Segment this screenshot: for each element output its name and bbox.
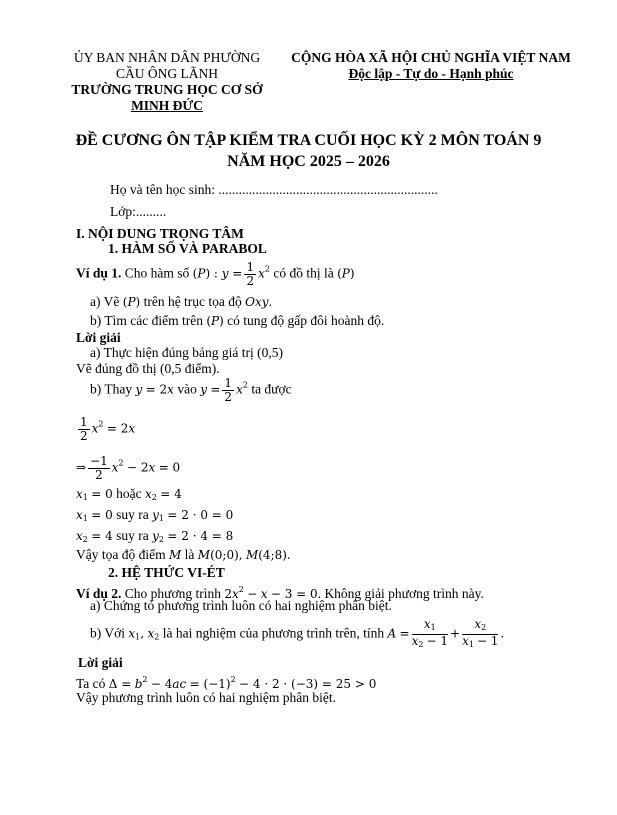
subsection-2-heading: 2. HỆ THỨC VI-ÉT: [108, 565, 225, 580]
equation-line-4: $x_1 = 0$ suy ra $y_1 = 2 \cdot 0 = 0$: [76, 507, 234, 523]
title-line-2: NĂM HỌC 2025 – 2026: [227, 153, 390, 170]
solution-2-line-1: Ta có $\Delta = b^2 - 4ac = (-1)^2 - 4 \cdot 2 \cdot (-3) = 25 > 0$: [76, 675, 377, 691]
subsection-1-heading: 1. HÀM SỐ VÀ PARABOL: [108, 241, 267, 256]
issuer-line-2: CẦU ÔNG LÃNH: [116, 66, 218, 81]
example-1-part-a: a) Vẽ (P) trên hệ trục tọa độ Oxy.: [90, 294, 272, 309]
example-2-label: Ví dụ 2.: [76, 586, 122, 601]
school-line-1: TRƯỜNG TRUNG HỌC CƠ SỞ: [71, 82, 263, 97]
solution-b-intro: b) Thay y = 2x vào y = $\frac{1}{2}$ $x^2$ ta được: [90, 376, 292, 404]
solution-label: Lời giải: [76, 330, 121, 345]
example-1-label: Ví dụ 1.: [76, 265, 122, 281]
page-title: [40, 130, 577, 172]
national-title: CỘNG HÒA XÃ HỘI CHỦ NGHĨA VIỆT NAM: [291, 50, 571, 65]
student-class-field: Lớp:.........: [110, 204, 167, 219]
national-motto: Độc lập - Tự do - Hạnh phúc: [348, 66, 514, 81]
solution-2-label: Lời giải: [78, 655, 123, 670]
example-2: Ví dụ 2. Cho phương trình $2x^2 - x - 3 = 0$. Không giải phương trình này.: [76, 585, 484, 601]
issuer-line-1: ỦY BAN NHÂN DÂN PHƯỜNG: [73, 50, 261, 65]
equation-line-2: ⇒ $\frac{-1}{2}$ $x^2 - 2x = 0$: [76, 454, 181, 482]
student-name-field: Họ và tên học sinh: .................................................................: [110, 182, 438, 197]
issuer-block: [62, 50, 272, 114]
equation-line-3: $x_1 = 0$ hoặc $x_2 = 4$: [76, 486, 182, 502]
equation-line-5: $x_2 = 4$ suy ra $y_2 = 2 \cdot 4 = 8$: [76, 528, 234, 544]
example-2-part-b: b) Với $x_1$, $x_2$ là hai nghiệm của phương trình trên, tính A = $\frac{x_1}{x_2 - 1}$ + $\frac{x_2}{x_1 - 1}$ .: [90, 617, 504, 649]
example-1: Ví dụ 1. Cho hàm số (P) : y = $\frac{1}{2}$ $x^2$ có đồ thị là (P): [76, 260, 355, 288]
title-line-1: ĐỀ CƯƠNG ÔN TẬP KIỂM TRA CUỐI HỌC KỲ 2 MÔN TOÁN 9: [75, 132, 542, 149]
solution-a-line-1: a) Thực hiện đúng bảng giá trị (0,5): [90, 345, 284, 360]
solution-2-line-2: Vậy phương trình luôn có hai nghiệm phân biệt.: [76, 690, 337, 705]
national-heading: [286, 50, 576, 82]
equation-line-1: $\frac{1}{2}$ $x^2 = 2x$: [80, 415, 136, 443]
solution-a-line-2: Vẽ đúng đồ thị (0,5 điểm).: [76, 361, 220, 376]
section-heading: I. NỘI DUNG TRỌNG TÂM: [76, 226, 244, 241]
example-1-part-b: b) Tìm các điểm trên (P) có tung độ gấp đôi hoành độ.: [90, 313, 385, 328]
school-line-2: MINH ĐỨC: [131, 98, 203, 113]
example-2-part-a: a) Chứng tỏ phương trình luôn có hai nghiệm phân biệt.: [90, 598, 392, 613]
conclusion-1: Vậy tọa độ điểm M là M(0;0), M(4;8).: [76, 547, 291, 562]
